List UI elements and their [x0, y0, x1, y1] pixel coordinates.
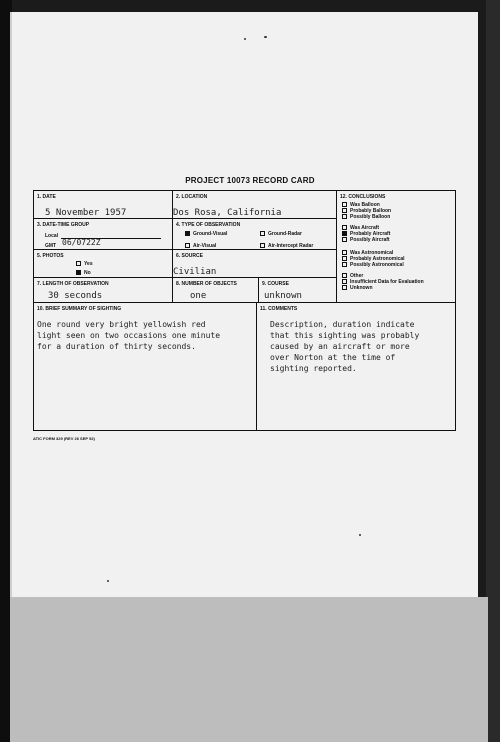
- speck: [359, 534, 361, 536]
- checkbox-checked-icon: [342, 231, 347, 236]
- objects-value: one: [190, 291, 207, 301]
- course-label: 9. COURSE: [262, 281, 289, 287]
- date-label: 1. DATE: [37, 194, 56, 200]
- type-label: 4. TYPE OF OBSERVATION: [176, 222, 241, 228]
- comments-text: Description, duration indicate that this sighting was probably caused by an aircraft or more over Norton at the time of sighting reported.: [270, 320, 420, 373]
- lower-sheet: [10, 597, 488, 742]
- ground-radar-option: Ground-Radar: [260, 231, 302, 237]
- photos-yes-option: Yes: [76, 261, 93, 267]
- photos-field: [34, 250, 172, 278]
- summary-field: [34, 303, 256, 431]
- card-title: PROJECT 10073 RECORD CARD: [185, 176, 315, 185]
- checkbox-icon: [342, 273, 347, 278]
- conclusion-option: Probably Aircraft: [342, 231, 390, 237]
- conclusion-option: Possibly Astronomical: [342, 262, 404, 268]
- conclusion-option: Possibly Aircraft: [342, 237, 390, 243]
- dtg-label: 3. DATE-TIME GROUP: [37, 222, 90, 228]
- checkbox-icon: [342, 202, 347, 207]
- location-label: 2. LOCATION: [176, 194, 208, 200]
- conclusion-option: Unknown: [342, 285, 373, 291]
- photos-no-option: No: [76, 270, 91, 276]
- speck: [264, 36, 267, 38]
- location-value: Dos Rosa, California: [173, 208, 282, 218]
- record-card: [33, 190, 456, 431]
- date-field: [34, 191, 172, 219]
- conclusion-option: Other: [342, 273, 363, 279]
- checkbox-icon: [342, 279, 347, 284]
- source-label: 6. SOURCE: [176, 253, 203, 259]
- checkbox-icon: [342, 214, 347, 219]
- date-time-group-field: [34, 219, 172, 250]
- date-value: 5 November 1957: [45, 208, 127, 218]
- conclusions-field: [336, 191, 456, 303]
- conclusion-option: Probably Astronomical: [342, 256, 405, 262]
- course-value: unknown: [264, 291, 302, 301]
- checkbox-icon: [342, 225, 347, 230]
- summary-text: One round very bright yellowish red light seen on two occasions one minute for a duration of thirty seconds.: [37, 320, 221, 351]
- conclusion-option: Was Astronomical: [342, 250, 393, 256]
- conclusion-option: Was Aircraft: [342, 225, 379, 231]
- source-field: [172, 250, 336, 278]
- source-value: Civilian: [173, 267, 217, 277]
- speck: [244, 38, 246, 40]
- checkbox-icon: [342, 262, 347, 267]
- checkbox-icon: [260, 243, 265, 248]
- conclusion-option: Insufficient Data for Evaluation: [342, 279, 424, 285]
- air-visual-option: Air-Visual: [185, 243, 216, 249]
- checkbox-icon: [342, 237, 347, 242]
- type-of-observation-field: [172, 219, 336, 250]
- checkbox-icon: [342, 208, 347, 213]
- checkbox-icon: [342, 256, 347, 261]
- air-intercept-option: Air-Intercept Radar: [260, 243, 313, 249]
- comments-label: 11. COMMENTS: [260, 306, 298, 312]
- location-field: [172, 191, 336, 219]
- ground-visual-option: Ground-Visual: [185, 231, 227, 237]
- objects-label: 8. NUMBER OF OBJECTS: [176, 281, 237, 287]
- conclusions-label: 12. CONCLUSIONS: [340, 194, 386, 200]
- conclusion-option: Probably Balloon: [342, 208, 391, 214]
- film-edge-right: [486, 0, 500, 742]
- length-label: 7. LENGTH OF OBSERVATION: [37, 281, 109, 287]
- local-label: Local: [45, 233, 59, 239]
- form-footer: ATIC FORM 329 (REV 26 SEP 52): [33, 436, 95, 441]
- checkbox-checked-icon: [76, 270, 81, 275]
- conclusion-option: Was Balloon: [342, 202, 380, 208]
- gmt-value: 06/0722Z: [62, 238, 101, 247]
- speck: [107, 580, 109, 582]
- checkbox-icon: [342, 250, 347, 255]
- checkbox-icon: [260, 231, 265, 236]
- checkbox-icon: [76, 261, 81, 266]
- checkbox-icon: [342, 285, 347, 290]
- checkbox-checked-icon: [185, 231, 190, 236]
- conclusion-option: Possibly Balloon: [342, 214, 390, 220]
- number-of-objects-field: [172, 278, 258, 303]
- length-value: 30 seconds: [48, 291, 103, 301]
- gmt-label: GMT: [45, 243, 57, 249]
- course-field: [258, 278, 336, 303]
- comments-field: [256, 303, 456, 431]
- summary-label: 10. BRIEF SUMMARY OF SIGHTING: [37, 306, 122, 312]
- checkbox-icon: [185, 243, 190, 248]
- photos-label: 5. PHOTOS: [37, 253, 64, 259]
- length-field: [34, 278, 172, 303]
